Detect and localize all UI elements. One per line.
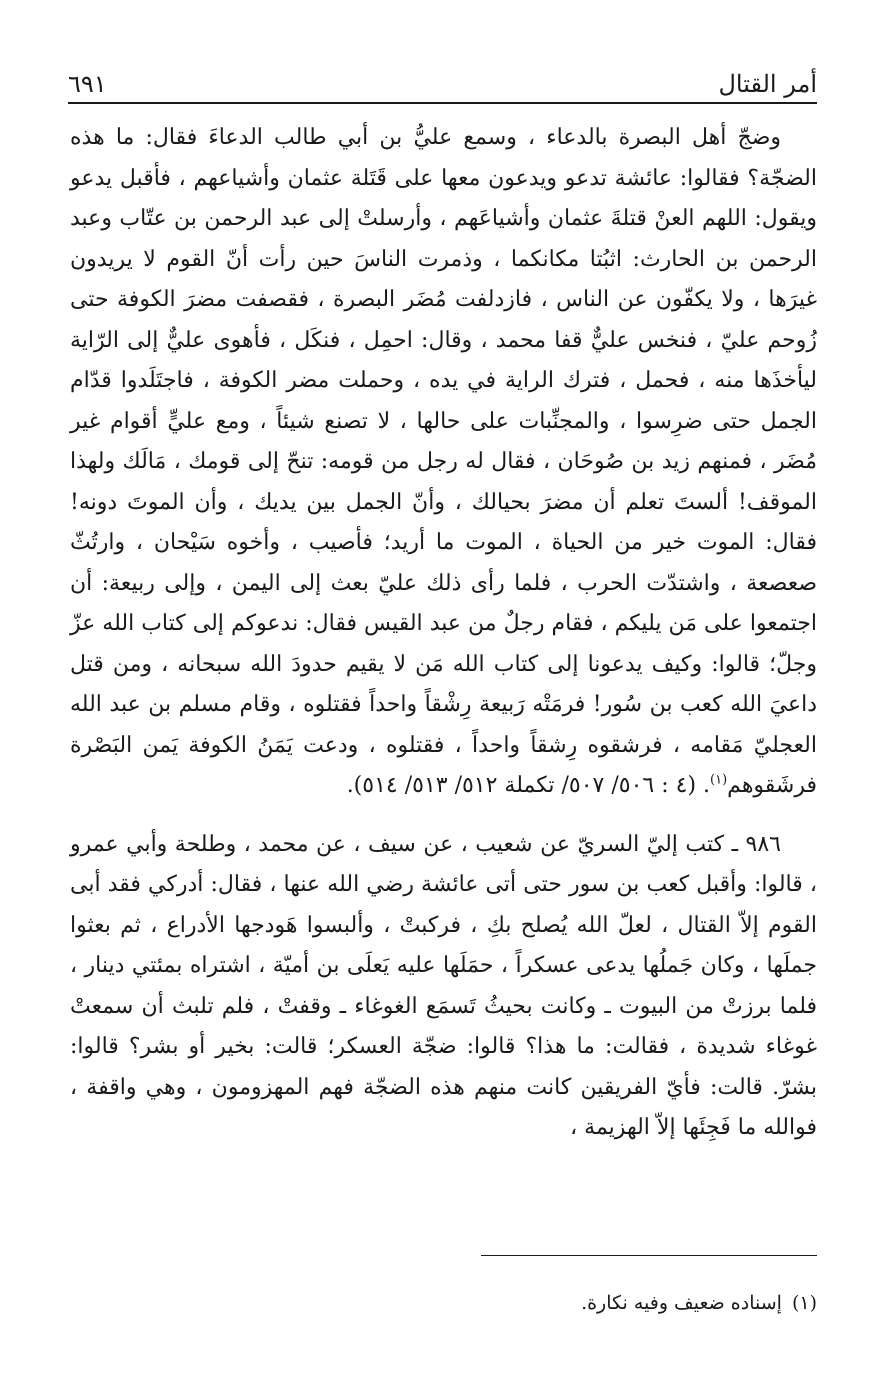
paragraph	[70, 118, 817, 807]
paragraph-text: ٩٨٦ ـ كتب إليّ السريّ عن شعيب ، عن سيف ، عن محمد ، وطلحة وأبي عمرو ، قالوا: وأقبل كعب بن سور حتى أتى عائشة رضي الله عنها ، فقال: أدركي فقد أبى القوم إلاّ القتال ، لعلّ الله يُصلح بكِ ، فركبتْ ، وألبسوا هَودجها الأدراع ، ثم بعثوا جملَها ، وكان جَملُها يدعى عسكراً ، حمَلَها عليه يَعلَى بن أميّة ، اشتراه بمئتي دينار ، فلما برزتْ من البيوت ـ وكانت بحيثُ تَسمَع الغوغاء ـ وقفتْ ، فلم تلبث أن سمعتْ غوغاء شديدة ، فقالت: ما هذا؟ قالوا: ضجّة العسكر؛ قالت: بخير أو بشر؟ قالوا: بشرّ. قالت: فأيّ الفريقين كانت منهم هذه الضجّة فهم المهزومون ، وهي واقفة ، فوالله ما فَجِئَها إلاّ الهزيمة ،	[70, 831, 817, 1140]
footnote-divider	[481, 1255, 817, 1256]
citation: . (٤ : ٥٠٦/ ٥٠٧/ تكملة ٥١٢/ ٥١٣/ ٥١٤).	[346, 773, 711, 798]
footnote-text: إسناده ضعيف وفيه نكارة.	[581, 1292, 782, 1314]
paragraph	[70, 825, 817, 1149]
paragraph-text: وضجّ أهل البصرة بالدعاء ، وسمع عليُّ بن أبي طالب الدعاءَ فقال: ما هذه الضجّة؟ فقالوا: عائشة تدعو ويدعون معها على قَتَلة عثمان وأشياعهم ، فأقبل يدعو ويقول: اللهم العنْ قتلةَ عثمان وأشياعَهم ، وأرسلتْ إلى عبد الرحمن بن عتّاب وعبد الرحمن بن الحارث: اثبُتا مكانكما ، وذمرت الناسَ حين رأت أنّ القوم لا يريدون غيرَها ، ولا يكفّون عن الناس ، فازدلفت مُضَر البصرة ، فقصفت مضرَ الكوفة حتى زُوحم عليّ ، فنخس عليٌّ قفا محمد ، وقال: احمِل ، فنكَل ، فأهوى عليٌّ إلى الرّاية ليأخذَها منه ، فحمل ، فترك الراية في يده ، وحملت مضر الكوفة ، فاجتَلَدوا قدّام الجمل حتى ضرِسوا ، والمجنِّبات على حالها ، لا تصنع شيئاً ، ومع عليٍّ أقوام غير مُضَر ، فمنهم زيد بن صُوحَان ، فقال له رجل من قومه: تنحّ إلى قومك ، مَالَك ولهذا الموقف! ألستَ تعلم أن مضرَ بحيالك ، وأنّ الجمل بين يديك ، وأن الموتَ دونه! فقال: الموت خير من الحياة ، الموت ما أريد؛ فأصيب ، وأخوه سَيْحان ، وارتُثّ صعصعة ، واشتدّت الحرب ، فلما رأى ذلك عليّ بعث إلى اليمن ، وإلى ربيعة: أن اجتمعوا على مَن يليكم ، فقام رجلٌ من عبد القيس فقال: ندعوكم إلى كتاب الله عزّ وجلّ؛ قالوا: وكيف يدعونا إلى كتاب الله مَن لا يقيم حدودَ الله سبحانه ، ومن قتل داعيَ الله كعب بن سُور! فرمَتْه رَبيعة رِشْقاً واحداً فقتلوه ، وقام مسلم بن عبد الله العجليّ مَقامه ، فرشقوه رِشقاً واحداً ، فقتلوه ، ودعت يَمَنُ الكوفة يَمن البَصْرة فرشَقوهم	[70, 125, 817, 798]
running-header	[68, 58, 817, 98]
main-text	[70, 118, 817, 1149]
footnote-number: (١)	[791, 1292, 817, 1314]
footnote-reference: (١)	[710, 772, 728, 788]
header-divider	[68, 102, 817, 104]
chapter-title: أمر القتال	[718, 70, 817, 98]
page-number: ٦٩١	[68, 70, 107, 98]
footnote	[70, 1288, 817, 1318]
